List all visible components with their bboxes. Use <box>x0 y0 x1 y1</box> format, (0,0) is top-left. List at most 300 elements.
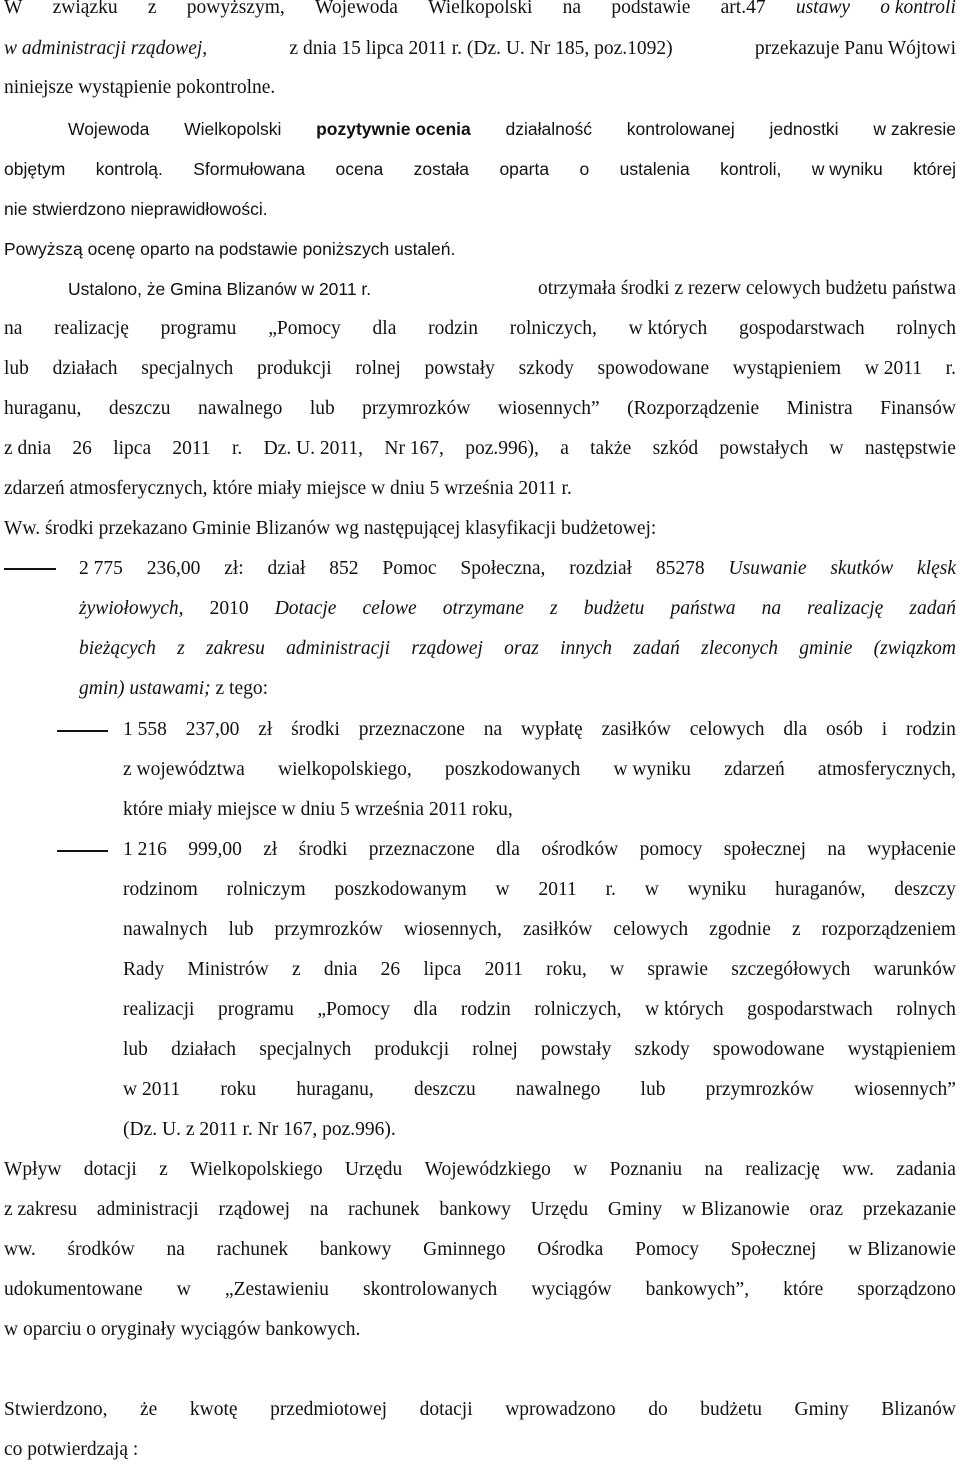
word: wiosennych” <box>854 1079 956 1100</box>
list-bullet-dash <box>57 850 108 852</box>
word: zakresu <box>205 638 265 659</box>
word: specjalnych <box>259 1039 352 1060</box>
word: której <box>913 159 956 179</box>
word: skutków <box>830 558 894 579</box>
word: Dotacje <box>274 598 337 619</box>
word: (związkom <box>873 638 956 659</box>
word: na <box>704 1159 723 1180</box>
word: 85278 <box>655 558 705 579</box>
word: skontrolowanych <box>362 1279 498 1300</box>
word: zł: <box>224 558 244 579</box>
word: dla <box>783 719 808 740</box>
text: niniejsze wystąpienie pokontrolne. <box>4 77 276 98</box>
word: dla <box>372 318 397 339</box>
word: deszczu <box>108 398 171 419</box>
word: dnia <box>323 959 358 980</box>
word: Ośrodka <box>537 1239 604 1260</box>
word: oparta <box>499 159 550 179</box>
word: z województwa <box>123 759 245 780</box>
word: w zakresie <box>873 119 956 139</box>
word: rachunek <box>348 1199 420 1220</box>
word: rolnej <box>472 1039 518 1060</box>
word: szczegółowych <box>731 959 851 980</box>
text: (Dz. U. z 2011 r. Nr 167, poz.996). <box>123 1119 396 1140</box>
word: spowodowane <box>712 1039 825 1060</box>
word: zadania <box>896 1159 956 1180</box>
word: 2011 <box>538 879 577 900</box>
word: społecznej <box>723 839 807 860</box>
word: dotacji <box>419 1399 473 1420</box>
word: pomocy <box>639 839 703 860</box>
word: rodzin <box>460 999 511 1020</box>
word: 26 <box>72 438 92 459</box>
word: zł <box>263 839 278 860</box>
word: ośrodków <box>541 839 619 860</box>
text-line <box>123 996 956 1024</box>
word: bankowy <box>319 1239 392 1260</box>
list-bullet-dash <box>4 568 56 570</box>
word: „Pomocy <box>317 999 390 1020</box>
word: programu <box>160 318 237 339</box>
word: rządowej <box>411 638 483 659</box>
word: zł <box>258 719 273 740</box>
text-line <box>4 235 455 263</box>
text-line <box>79 635 956 663</box>
word: na <box>166 1239 185 1260</box>
text-line <box>4 1236 956 1264</box>
word: przymrozków <box>274 919 383 940</box>
text-line <box>123 1076 956 1104</box>
word: rozporządzeniem <box>821 919 956 940</box>
word: przekazanie <box>862 1199 956 1220</box>
text-line <box>123 1036 956 1064</box>
word: wprowadzono <box>505 1399 616 1420</box>
word: Usuwanie <box>728 558 807 579</box>
word: w wyniku <box>811 159 883 179</box>
word: powyższym, <box>186 0 285 18</box>
word: Dz. U. 2011, <box>263 438 364 459</box>
word: zgodnie <box>709 919 771 940</box>
word: wystąpieniem <box>732 358 842 379</box>
text-line <box>4 1396 956 1424</box>
word: Wielkopolski <box>428 0 533 18</box>
word: gospodarstwach <box>738 318 865 339</box>
text-line <box>79 555 956 583</box>
word: oraz <box>809 1199 844 1220</box>
word: kontroli, <box>720 159 782 179</box>
word: celowych <box>613 919 689 940</box>
text-line <box>4 315 956 343</box>
word: realizację <box>745 1159 820 1180</box>
word: rolniczych, <box>509 318 597 339</box>
word: działalność <box>505 119 593 139</box>
word: Wielkopolskiego <box>190 1159 323 1180</box>
word: zleconych <box>701 638 779 659</box>
word: Rady <box>123 959 165 980</box>
word: administracji <box>286 638 391 659</box>
word: lub <box>640 1079 666 1100</box>
word: Wpływ <box>4 1159 62 1180</box>
word: ustalenia <box>619 159 690 179</box>
word: Społeczna, <box>460 558 546 579</box>
word: deszczu <box>413 1079 476 1100</box>
word: 2010 <box>209 598 249 619</box>
word: (Rozporządzenie <box>627 398 760 419</box>
word: wystąpieniem <box>847 1039 956 1060</box>
text-line <box>4 195 268 223</box>
word: w których <box>628 318 708 339</box>
word: zadań <box>909 598 956 619</box>
word: działach <box>52 358 118 379</box>
word: państwa <box>670 598 736 619</box>
text: Ww. środki przekazano Gminie Blizanów wg następującej klasyfikacji budżetowej: <box>4 518 657 539</box>
word: celowych <box>689 719 765 740</box>
word: „Pomocy <box>268 318 341 339</box>
word: kontrolą. <box>95 159 163 179</box>
word: na <box>562 0 582 18</box>
text-line <box>4 0 956 22</box>
text-line <box>4 355 956 383</box>
word: ww. <box>842 1159 875 1180</box>
word: roku <box>220 1079 257 1100</box>
word: z <box>159 1159 168 1180</box>
word: lub <box>4 358 29 379</box>
word: z dnia <box>4 438 52 459</box>
word: dotacji <box>83 1159 137 1180</box>
word: realizację <box>807 598 884 619</box>
word: Ministrów <box>187 959 269 980</box>
word: sporządzono <box>857 1279 956 1300</box>
word: realizacji <box>123 999 195 1020</box>
word: rodzin <box>428 318 478 339</box>
word: rządowej <box>218 1199 291 1220</box>
text: zdarzeń atmosferycznych, które miały miejsce w dniu 5 września 2011 r. <box>4 478 572 499</box>
word: poz.996), <box>465 438 539 459</box>
word: żywiołowych, <box>79 598 184 619</box>
text: co potwierdzają : <box>4 1439 139 1460</box>
word: administracji <box>96 1199 199 1220</box>
word: szkody <box>634 1039 690 1060</box>
word: 1 558 <box>123 719 167 740</box>
word: ocena <box>335 159 384 179</box>
word: objętym <box>4 159 66 179</box>
text-line <box>4 1436 138 1464</box>
word: podstawie <box>611 0 691 18</box>
word: wiosennych” <box>497 398 600 419</box>
word: 999,00 <box>188 839 242 860</box>
text-line <box>4 475 572 503</box>
word: atmosferycznych, <box>817 759 956 780</box>
word: otrzymane <box>442 598 524 619</box>
text-line <box>68 275 956 303</box>
word: o kontroli <box>880 0 956 18</box>
word: poszkodowanych <box>444 759 581 780</box>
word: powstałych <box>719 438 809 459</box>
word: Społecznej <box>730 1239 817 1260</box>
word: rolniczym <box>226 879 306 900</box>
word: lipca <box>423 959 462 980</box>
text-line <box>4 1196 956 1224</box>
text-line <box>123 716 956 744</box>
word: zadań <box>633 638 680 659</box>
text-line <box>123 796 513 824</box>
word: r. <box>231 438 243 459</box>
word: z <box>550 598 558 619</box>
word: r. <box>605 879 616 900</box>
word: środki <box>291 719 340 740</box>
word: produkcji <box>374 1039 450 1060</box>
text-line <box>4 155 956 183</box>
text-line <box>68 115 956 143</box>
word: rozdział <box>569 558 633 579</box>
word: o <box>579 159 590 179</box>
word: z <box>147 0 157 18</box>
word: na <box>4 318 23 339</box>
word: 2011 <box>484 959 523 980</box>
word: bieżących <box>79 638 156 659</box>
text-line <box>4 1276 956 1304</box>
word: wypłatę <box>520 719 583 740</box>
word: poszkodowanym <box>334 879 467 900</box>
word: 26 <box>380 959 401 980</box>
word: produkcji <box>256 358 332 379</box>
word: że <box>140 1399 158 1420</box>
word: rolnych <box>896 999 956 1020</box>
word: wielkopolskiego, <box>277 759 412 780</box>
text: które miały miejsce w dniu 5 września 2011 roku, <box>123 799 513 820</box>
word: „Zestawieniu <box>224 1279 329 1300</box>
word: przeznaczone <box>358 719 465 740</box>
word: rolnych <box>896 318 956 339</box>
text-line <box>4 35 956 63</box>
text: gmin) ustawami; <box>79 678 211 699</box>
word: celowe <box>362 598 417 619</box>
word: budżetu <box>700 1399 762 1420</box>
text-line <box>4 1156 956 1184</box>
word: rodzin <box>906 719 956 740</box>
word: 2 775 <box>79 558 123 579</box>
word: lub <box>309 398 335 419</box>
word: art.47 <box>720 0 766 18</box>
word: Gminy <box>794 1399 849 1420</box>
word: udokumentowane <box>4 1279 143 1300</box>
word: Pomocy <box>635 1239 700 1260</box>
word: dla <box>413 999 438 1020</box>
word: do <box>648 1399 668 1420</box>
word: sprawie <box>647 959 708 980</box>
word: warunków <box>873 959 956 980</box>
word: wypłacenie <box>867 839 956 860</box>
word: związku <box>52 0 118 18</box>
text-line <box>123 756 956 784</box>
word: Urzędu <box>344 1159 403 1180</box>
word: Wojewoda <box>68 119 150 139</box>
word: które <box>783 1279 824 1300</box>
word: w których <box>645 999 724 1020</box>
word: środki <box>298 839 348 860</box>
word: rodzinom <box>123 879 198 900</box>
word: nawalnego <box>515 1079 601 1100</box>
word: szkody <box>518 358 574 379</box>
word: w Blizanowie <box>681 1199 790 1220</box>
word: nawalnego <box>197 398 283 419</box>
word: rachunek <box>216 1239 289 1260</box>
word: deszczy <box>894 879 956 900</box>
text-line <box>123 1116 396 1144</box>
word: lub <box>123 1039 148 1060</box>
word: w wyniku <box>613 759 691 780</box>
word: ustawy <box>795 0 850 18</box>
text-line <box>123 876 956 904</box>
word: w administracji rządowej, <box>4 38 208 59</box>
text-line <box>123 916 956 944</box>
text-line <box>4 515 656 543</box>
text: otrzymała środki z rezerw celowych budżetu państwa <box>538 278 956 299</box>
word: Wojewoda <box>315 0 398 18</box>
word: jednostki <box>769 119 839 139</box>
word: Urzędu <box>530 1199 589 1220</box>
word: wyniku <box>687 879 747 900</box>
text: Powyższą ocenę oparto na podstawie poniższych ustaleń. <box>4 239 456 259</box>
word: gospodarstwach <box>747 999 873 1020</box>
word: W <box>4 0 23 18</box>
word: spowodowane <box>597 358 710 379</box>
word: gminie <box>799 638 853 659</box>
word: klęsk <box>917 558 956 579</box>
text-line <box>4 1316 360 1344</box>
word: przymrozków <box>362 398 471 419</box>
word: kwotę <box>189 1399 238 1420</box>
word: budżetu <box>583 598 645 619</box>
word: w Blizanowie <box>848 1239 956 1260</box>
text: nie stwierdzono nieprawidłowości. <box>4 199 268 219</box>
word: na <box>827 839 846 860</box>
text-line <box>79 595 956 623</box>
word: z <box>791 919 801 940</box>
word: powstały <box>424 358 495 379</box>
word: huraganu, <box>4 398 82 419</box>
word: Wielkopolski <box>184 119 282 139</box>
word: działach <box>171 1039 237 1060</box>
word: pozytywnie ocenia <box>316 119 471 139</box>
word: także <box>590 438 632 459</box>
word: zasiłków <box>601 719 671 740</box>
text: w oparciu o oryginały wyciągów bankowych. <box>4 1319 361 1340</box>
text: z tego: <box>210 678 269 699</box>
word: Gminnego <box>423 1239 506 1260</box>
word: innych <box>560 638 613 659</box>
word: huraganu, <box>296 1079 374 1100</box>
word: w <box>644 879 659 900</box>
word: r. <box>945 358 956 379</box>
word: Nr 167, <box>384 438 444 459</box>
word: 1 216 <box>123 839 167 860</box>
list-bullet-dash <box>57 730 108 732</box>
word: realizację <box>54 318 129 339</box>
word: zdarzeń <box>724 759 785 780</box>
text: Ustalono, że Gmina Blizanów w 2011 r. <box>68 279 372 299</box>
word: dział <box>267 558 306 579</box>
word: wiosennych, <box>403 919 502 940</box>
word: Stwierdzono, <box>4 1399 108 1420</box>
word: Blizanów <box>881 1399 956 1420</box>
word: z dnia 15 lipca 2011 r. (Dz. U. Nr 185, poz.1092) <box>289 38 673 59</box>
word: a <box>560 438 569 459</box>
word: bankowych”, <box>645 1279 750 1300</box>
word: ww. <box>4 1239 36 1260</box>
word: w <box>176 1279 191 1300</box>
word: 236,00 <box>146 558 201 579</box>
word: osób <box>826 719 863 740</box>
word: przedmiotowej <box>270 1399 388 1420</box>
word: specjalnych <box>141 358 234 379</box>
word: środków <box>67 1239 135 1260</box>
word: z zakresu <box>4 1199 78 1220</box>
word: programu <box>218 999 294 1020</box>
word: kontrolowanej <box>626 119 735 139</box>
word: w 2011 <box>123 1079 181 1100</box>
word: szkód <box>652 438 699 459</box>
text-line <box>123 836 956 864</box>
word: z <box>291 959 301 980</box>
word: huraganów, <box>775 879 866 900</box>
word: rolniczych, <box>534 999 622 1020</box>
text-line <box>79 675 268 703</box>
word: na <box>761 598 782 619</box>
word: na <box>309 1199 329 1220</box>
word: powstały <box>540 1039 612 1060</box>
word: w <box>829 438 844 459</box>
word: roku, <box>546 959 587 980</box>
word: przymrozków <box>705 1079 814 1100</box>
word: Gminy <box>607 1199 663 1220</box>
text-line <box>4 395 956 423</box>
word: na <box>483 719 503 740</box>
word: przekazuje Panu Wójtowi <box>754 38 956 59</box>
word: 2011 <box>172 438 211 459</box>
word: Wojewódzkiego <box>424 1159 551 1180</box>
word: 237,00 <box>185 719 240 740</box>
word: bankowy <box>439 1199 511 1220</box>
word: Poznaniu <box>609 1159 683 1180</box>
word: w 2011 <box>864 358 922 379</box>
word: zasiłków <box>522 919 593 940</box>
word: z <box>177 638 185 659</box>
word: lipca <box>113 438 152 459</box>
word: wyciągów <box>531 1279 612 1300</box>
text-line <box>4 74 275 102</box>
word: została <box>413 159 470 179</box>
word: Finansów <box>880 398 956 419</box>
word: dla <box>496 839 520 860</box>
word: w <box>573 1159 588 1180</box>
word: w <box>609 959 625 980</box>
word: Pomoc <box>382 558 437 579</box>
word: Sformułowana <box>193 159 306 179</box>
word: następstwie <box>864 438 956 459</box>
word: rolnej <box>355 358 401 379</box>
word: 852 <box>329 558 359 579</box>
word: przeznaczone <box>368 839 475 860</box>
word: w <box>495 879 510 900</box>
word: i <box>881 719 888 740</box>
word: nawalnych <box>123 919 208 940</box>
word: oraz <box>504 638 539 659</box>
word: Ministra <box>786 398 853 419</box>
text-line <box>123 956 956 984</box>
word: lub <box>228 919 254 940</box>
text-line <box>4 435 956 463</box>
